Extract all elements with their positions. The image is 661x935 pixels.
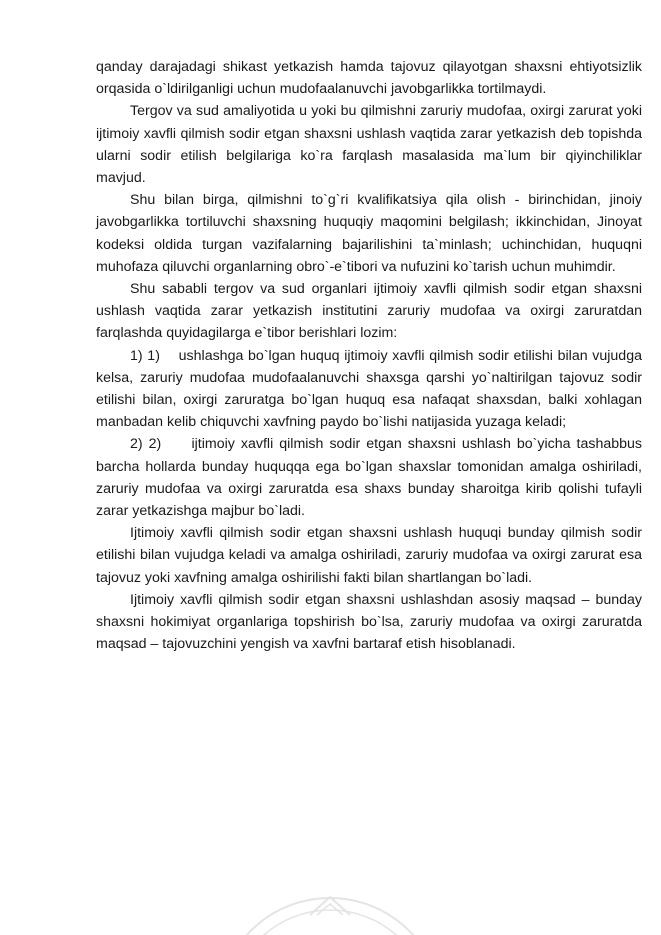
list-item-text: ushlashga bo`lgan huquq ijtimoiy xavfli qilmish sodir etilishi bilan vujudga kelsa, zaruriy mudofaa mudofaalanuvchi shaxsga qarshi yo`naltirilgan tajovuz sodir etilishi bilan, oxirgi zaruratga bo`lgan huquq esa nafaqat shaxsdan, balki xohlagan manbadan kelib chiquvchi xavfning paydo bo`lishi natijasida yuzaga keladi; <box>96 347 642 431</box>
list-item-text: ijtimoiy xavfli qilmish sodir etgan shaxsni ushlash bo`yicha tashabbus barcha hollarda bunday huquqqa ega bo`lgan shaxslar tomonidan amalga oshiriladi, zaruriy mudofaa va oxirgi zaruratda esa shaxs bunday sharoitga kirib qolishi tufayli zarar yetkazishga majbur bo`ladi. <box>96 436 643 520</box>
paragraph: Shu bilan birga, qilmishni to`g`ri kvalifikatsiya qila olish - birinchidan, jinoiy javobgarlikka tortiluvchi shaxsning huquqiy maqomini belgilash; ikkinchidan, Jinoyat kodeksi oldida turgan vazifalarning bajarilishini ta`minlash; uchinchidan, huquqni muhofaza qiluvchi organlarning obro`-e`tibori va nufuzini ko`tarish uchun muhimdir. <box>96 192 642 275</box>
list-item <box>96 345 642 434</box>
document-body <box>96 56 642 655</box>
paragraph: Shu sababli tergov va sud organlari ijtimoiy xavfli qilmish sodir etgan shaxsni ushlash vaqtida zarar yetkazish institutini zaruriy mudofaa va oxirgi zaruratdan farqlashda quyidagilarga e`tibor berishlari lozim: <box>96 281 642 342</box>
paragraph: Ijtimoiy xavfli qilmish sodir etgan shaxsni ushlashdan asosiy maqsad – bunday shaxsni hokimiyat organlariga topshirish bo`lsa, zaruriy mudofaa va oxirgi zaruratda maqsad – tajovuzchini yengish va xavfni bartaraf etish hisoblanadi. <box>96 591 642 653</box>
list-marker: 2) 2) <box>130 436 162 453</box>
watermark-seal <box>205 885 455 935</box>
list-marker: 1) 1) <box>130 347 160 364</box>
paragraph: Ijtimoiy xavfli qilmish sodir etgan shaxsni ushlash huquqi bunday qilmish sodir etilishi bilan vujudga keladi va amalga oshiriladi, zaruriy mudofaa va oxirgi zarurat esa tajovuz yoki xavfning amalga oshirilishi fakti bilan shartlangan bo`ladi. <box>96 525 642 586</box>
list-item <box>96 433 642 522</box>
paragraph: Tergov va sud amaliyotida u yoki bu qilmishni zaruriy mudofaa, oxirgi zarurat yoki ijtimoiy xavfli qilmish sodir etgan shaxsni ushlash vaqtida zarar yetkazish deb topishda ularni sodir etilish belgilariga ko`ra farqlash masalasida ma`lum bir qiyinchiliklar mavjud. <box>96 103 642 187</box>
paragraph-continuation: qanday darajadagi shikast yetkazish hamda tajovuz qilayotgan shaxsni ehtiyotsizlik orqasida o`ldirilganligi uchun mudofaalanuvchi javobgarlikka tortilmaydi. <box>96 59 642 98</box>
